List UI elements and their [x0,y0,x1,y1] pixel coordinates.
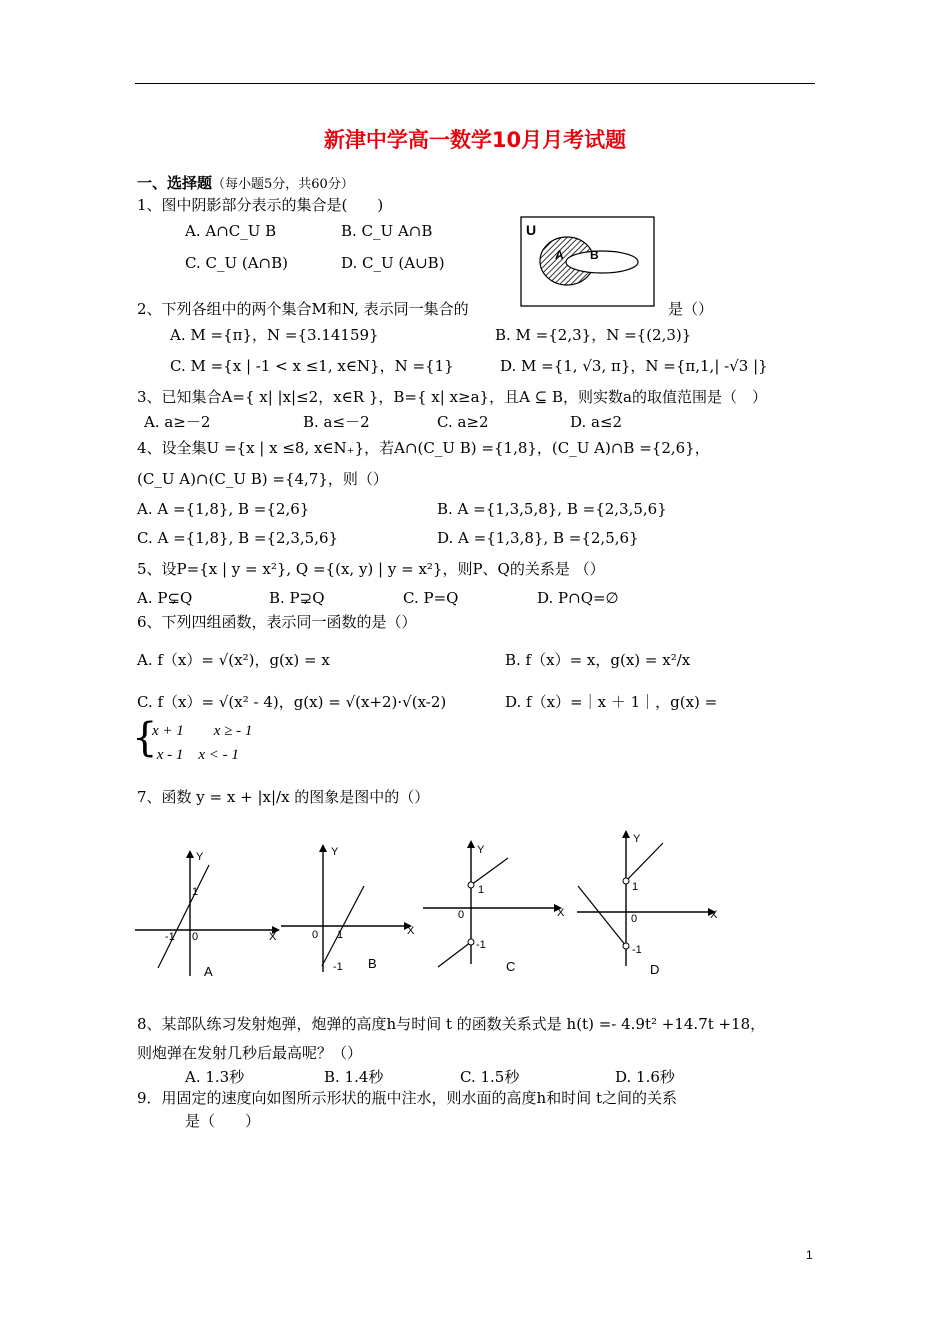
q8-option-d: D. 1.6秒 [615,1068,675,1086]
graph-d-open-point-lower [623,943,629,949]
graph-d-x-label: X [710,909,718,921]
q8-option-a: A. 1.3秒 [185,1068,245,1086]
q9-line1: 9．用固定的速度向如图所示形状的瓶中注水，则水面的高度h和时间 t之间的关系 [137,1089,678,1107]
graph-b-label: B [368,956,377,971]
q7-graph-c [420,836,570,974]
section-heading [137,174,354,194]
q2-option-b: B. M ={2,3}，N ={(2,3)} [495,326,692,344]
q3-option-b: B. a≤－2 [303,413,370,431]
q1-option-d: D. C_U (A∪B) [341,254,445,272]
graph-b-origin: 0 [312,929,319,941]
graph-b-tick-1: 1 [337,929,344,941]
q5-option-d: D. P∩Q=∅ [537,589,619,607]
graph-d-y-arrow [622,830,630,838]
piecewise-brace: { [132,715,158,761]
q4-option-d: D. A ={1,3,8}, B ={2,5,6} [437,529,639,547]
section-title: 一、选择题 [137,174,213,192]
q5-option-a: A. P⊊Q [137,589,193,607]
q2-option-c: C. M ={x | -1 < x ≤1, x∈N}，N ={1} [170,357,454,375]
q7-graph-d [574,826,722,976]
graph-b-tick-neg1: -1 [333,961,343,973]
graph-a-label: A [204,964,213,979]
q4-line1: 4、设全集U ={x | x ≤8, x∈N₊}，若A∩(C_U B) ={1,8}，(C_U A)∩B ={2,6}， [137,439,710,457]
header-rule [135,83,815,84]
venn-set-b [566,251,638,273]
q6-option-a: A. f（x）= √(x²)，g(x) = x [137,651,330,669]
graph-d-origin: 0 [631,913,638,925]
q6-option-c: C. f（x）= √(x² - 4)，g(x) = √(x+2)·√(x-2) [137,693,447,711]
section-note: （每小题5分，共60分） [212,177,354,192]
q6-option-d-row [505,693,813,711]
graph-a-tick-neg1: -1 [165,931,175,943]
q9-line2: 是（ ） [185,1112,261,1130]
q7-graph-a [132,848,282,980]
graph-a-line [158,865,209,968]
q7-stem: 7、函数 y = x + |x|/x 的图象是图中的（） [137,788,430,806]
q6-piece2: - x - 1 x < - 1 [148,747,239,763]
q1-venn-diagram [520,216,660,308]
q5-option-b: B. P⊋Q [269,589,325,607]
page-title: 新津中学高一数学10月月考试题 [323,128,627,152]
graph-a-y-arrow [186,850,194,858]
q5-stem: 5、设P={x | y = x²}, Q ={(x, y) | y = x²}，则P、Q的关系是 （） [137,560,605,578]
q3-stem: 3、已知集合A={ x| |x|≤2，x∈R }，B={ x| x≥a}，且A ⊆ B，则实数a的取值范围是（ ） [137,388,767,406]
venn-label-a: A [555,248,564,262]
graph-c-label: C [506,959,516,974]
graph-c-y-arrow [467,840,475,848]
q1-option-b: B. C_U A∩B [341,222,433,240]
q8-line1: 8、某部队练习发射炮弹，炮弹的高度h与时间 t 的函数关系式是 h(t) =- 4.9t² +14.7t +18， [137,1015,766,1033]
q1-option-a: A. A∩C_U B [185,222,277,240]
q8-option-b: B. 1.4秒 [324,1068,384,1086]
graph-c-y-label: Y [477,844,485,856]
q6-piece1: x + 1 x ≥ - 1 [152,723,253,739]
graph-c-tick-neg1: -1 [476,939,486,951]
q2-option-a: A. M ={π}，N ={3.14159} [170,326,379,344]
q4-option-a: A. A ={1,8}, B ={2,6} [137,500,310,518]
q4-option-c: C. A ={1,8}, B ={2,3,5,6} [137,529,339,547]
q3-option-a: A. a≥－2 [144,413,211,431]
graph-d-line-left [578,886,626,946]
q3-option-c: C. a≥2 [437,413,489,431]
q3-option-d: D. a≤2 [570,413,623,431]
graph-a-y-label: Y [196,851,204,863]
graph-d-open-point-upper [623,878,629,884]
graph-c-open-point-lower [468,939,474,945]
graph-d-tick-neg1: -1 [632,944,642,956]
q1-stem: 1、图中阴影部分表示的集合是( ) [137,196,384,214]
graph-d-line-right [626,843,663,881]
graph-c-origin: 0 [458,909,465,921]
venn-label-b: B [590,248,599,262]
graph-d-label: D [650,962,660,976]
graph-c-line-right [471,858,508,885]
q7-graph-b [278,842,418,974]
q8-line2: 则炮弹在发射几秒后最高呢？（） [137,1044,363,1062]
q5-option-c: C. P=Q [403,589,459,607]
q8-option-c: C. 1.5秒 [460,1068,520,1086]
venn-label-u: U [526,222,537,238]
graph-a-origin: 0 [192,931,199,943]
q2-stem: 2、下列各组中的两个集合M和N, 表示同一集合的 [137,300,469,318]
page-number: 1 [806,1248,813,1262]
graph-c-open-point-upper [468,882,474,888]
q6-stem: 6、下列四组函数，表示同一函数的是（） [137,613,417,631]
graph-c-tick-1: 1 [478,884,485,896]
graph-a-x-label: X [269,931,277,943]
q6-option-b: B. f（x）= x，g(x) = x²/x [505,651,691,669]
graph-d-y-label: Y [633,833,641,845]
q4-line2: (C_U A)∩(C_U B) ={4,7}，则（） [137,470,388,488]
graph-d-tick-1: 1 [632,881,639,893]
q2-tail: 是（） [668,300,714,318]
graph-b-x-label: X [407,925,415,937]
q2-option-d: D. M ={1, √3, π}，N ={π,1,| -√3 |} [500,357,768,375]
q4-option-b: B. A ={1,3,5,8}, B ={2,3,5,6} [437,500,667,518]
graph-b-y-arrow [319,844,327,852]
graph-a-tick-1: 1 [192,886,199,898]
graph-b-y-label: Y [331,846,339,858]
q6-option-d: D. f（x）=｜x ＋ 1｜，g(x) = [505,693,718,711]
q1-option-c: C. C_U (A∩B) [185,254,288,272]
graph-c-line-left [438,942,471,967]
graph-c-x-label: X [557,907,565,919]
